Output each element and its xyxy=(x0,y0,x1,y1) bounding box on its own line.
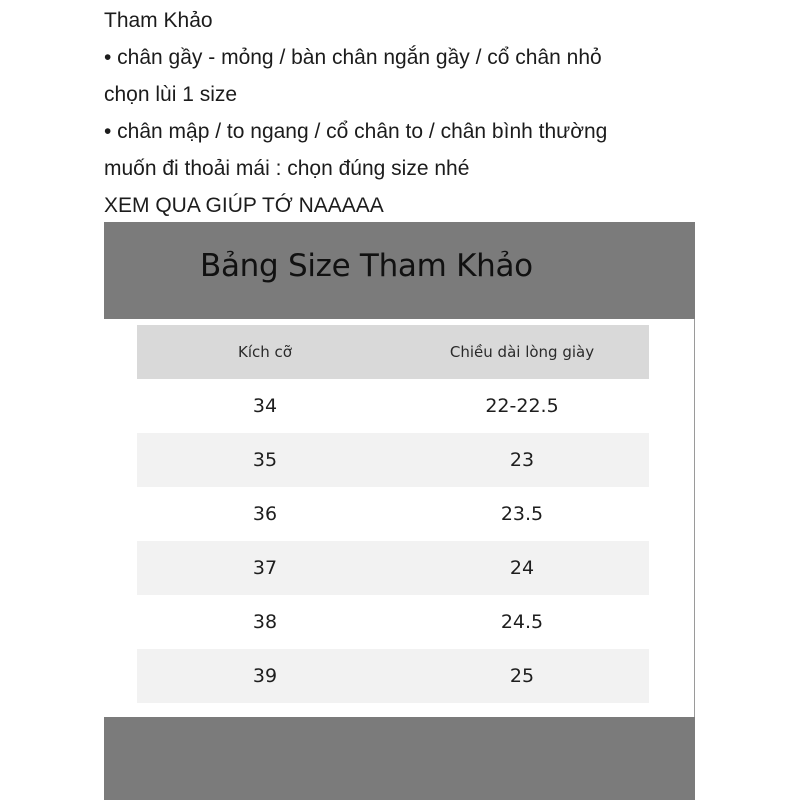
table-header-row xyxy=(137,325,649,379)
table-row xyxy=(137,379,649,433)
note-line-thin-feet: • chân gầy - mỏng / bàn chân ngắn gầy / cổ chân nhỏ xyxy=(104,46,602,69)
table-row xyxy=(137,595,649,649)
table-row xyxy=(137,649,649,703)
length-cell: 24 xyxy=(509,557,535,579)
size-cell: 34 xyxy=(252,395,278,417)
header-length: Chiều dài lòng giày xyxy=(449,343,595,361)
length-cell: 24.5 xyxy=(500,611,544,633)
note-line-true-size: muốn đi thoải mái : chọn đúng size nhé xyxy=(104,157,470,180)
size-cell: 38 xyxy=(252,611,278,633)
note-text xyxy=(104,2,784,224)
length-cell: 25 xyxy=(509,665,535,687)
table-row xyxy=(137,541,649,595)
size-chart-image xyxy=(104,222,695,800)
length-cell: 22-22.5 xyxy=(485,395,559,417)
table-row xyxy=(137,487,649,541)
length-cell: 23 xyxy=(509,449,535,471)
length-cell: 23.5 xyxy=(500,503,544,525)
note-line-wide-feet: • chân mập / to ngang / cổ chân to / chân bình thường xyxy=(104,120,608,143)
table-row xyxy=(137,433,649,487)
size-chart-title: Bảng Size Tham Khảo xyxy=(200,248,533,284)
size-chart-footer xyxy=(104,717,695,800)
size-table-panel xyxy=(104,319,695,717)
note-line-size-down: chọn lùi 1 size xyxy=(104,83,238,106)
size-chart-header xyxy=(104,222,695,319)
header-size: Kích cỡ xyxy=(238,343,292,361)
size-table xyxy=(137,325,649,703)
size-cell: 39 xyxy=(252,665,278,687)
note-title: Tham Khảo xyxy=(104,9,213,32)
size-cell: 35 xyxy=(252,449,278,471)
size-cell: 37 xyxy=(252,557,278,579)
note-line-callout: XEM QUA GIÚP TỚ NAAAAA xyxy=(104,194,384,217)
size-cell: 36 xyxy=(252,503,278,525)
